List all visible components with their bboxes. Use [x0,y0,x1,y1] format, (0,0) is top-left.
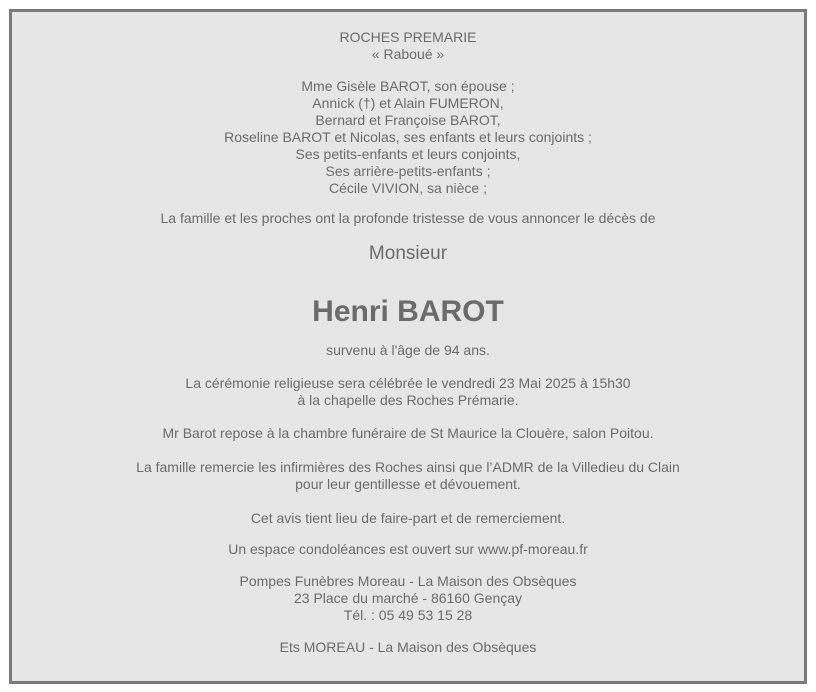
family-line: Ses petits-enfants et leurs conjoints, [295,146,521,162]
company-address: 23 Place du marché - 86160 Gençay [293,590,523,606]
family-line: Mme Gisèle BAROT, son épouse ; [301,78,515,94]
company-phone: Tél. : 05 49 53 15 28 [343,607,473,623]
announcement-text: La famille et les proches ont la profonde tristesse de vous annoncer le décès de [160,210,656,226]
family-line: Roseline BAROT et Nicolas, ses enfants et leurs conjoints ; [224,129,592,145]
place-name: « Raboué » [371,46,445,62]
notice-text: Cet avis tient lieu de faire-part et de remerciement. [250,510,566,526]
header-block [12,29,804,63]
family-list [12,78,804,197]
company-name: Pompes Funèbres Moreau - La Maison des Obsèques [239,573,577,589]
thanks-line: pour leur gentillesse et dévouement. [295,476,521,492]
family-line: Cécile VIVION, sa nièce ; [329,180,487,196]
ceremony-line: à la chapelle des Roches Prémarie. [297,392,519,408]
age-line: survenu à l'âge de 94 ans. [326,342,490,358]
deceased-name: Henri BAROT [312,295,504,328]
funeral-company-info [12,573,804,624]
thanks-text [12,459,804,493]
civility-title: Monsieur [368,243,448,264]
family-line: Annick (†) et Alain FUMERON, [312,95,504,111]
reposes-text: Mr Barot repose à la chambre funéraire de St Maurice la Clouère, salon Poitou. [162,425,654,441]
obituary-notice [9,9,807,684]
ceremony-line: La cérémonie religieuse sera célébrée le vendredi 23 Mai 2025 à 15h30 [185,375,631,391]
family-line: Bernard et Françoise BAROT, [315,112,501,128]
location-name: ROCHES PREMARIE [339,29,477,45]
family-line: Ses arrière-petits-enfants ; [325,163,491,179]
ceremony-details [12,375,804,409]
thanks-line: La famille remercie les infirmières des Roches ainsi que l’ADMR de la Villedieu du Clain [136,459,680,475]
condolence-text: Un espace condoléances est ouvert sur www.pf-moreau.fr [228,541,588,557]
footer-signature: Ets MOREAU - La Maison des Obsèques [279,639,537,655]
notice-content [12,29,804,656]
